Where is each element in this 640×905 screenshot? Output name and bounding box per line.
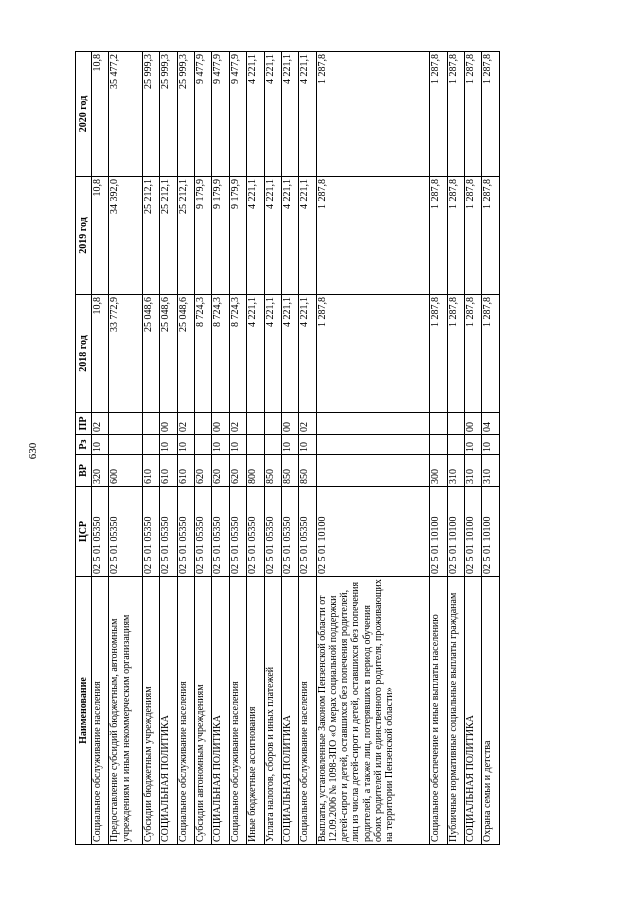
- row-2020-cell: 1 287,8: [447, 52, 464, 177]
- row-pr-cell: 02: [299, 413, 316, 435]
- row-pr-cell: [316, 413, 429, 435]
- table-row: [299, 52, 316, 845]
- row-2020-cell: 1 287,8: [316, 52, 429, 177]
- row-pr-cell: [430, 413, 447, 435]
- row-pr-cell: [264, 413, 281, 435]
- row-name-cell: СОЦИАЛЬНАЯ ПОЛИТИКА: [465, 577, 482, 845]
- row-vr-cell: 850: [299, 455, 316, 487]
- row-csr-cell: 02 5 01 05350: [92, 487, 109, 577]
- row-2020-cell: 4 221,1: [299, 52, 316, 177]
- table-body: [92, 52, 500, 845]
- row-2018-cell: 10,8: [92, 295, 109, 413]
- row-csr-cell: 02 5 01 10100: [316, 487, 429, 577]
- row-rz-cell: 10: [299, 435, 316, 455]
- row-name-cell: Социальное обслуживание населения: [299, 577, 316, 845]
- table-row: [92, 52, 109, 845]
- row-rz-cell: [264, 435, 281, 455]
- row-vr-cell: 610: [160, 455, 177, 487]
- row-rz-cell: 10: [282, 435, 299, 455]
- row-vr-cell: 610: [177, 455, 194, 487]
- row-vr-cell: 800: [247, 455, 264, 487]
- budget-table: [75, 51, 500, 845]
- row-csr-cell: 02 5 01 05350: [160, 487, 177, 577]
- row-pr-cell: [195, 413, 212, 435]
- row-2019-cell: 25 212,1: [177, 177, 194, 295]
- column-header: ЦСР: [76, 487, 92, 577]
- row-name-cell: Социальное обслуживание населения: [177, 577, 194, 845]
- row-2019-cell: 10,8: [92, 177, 109, 295]
- column-header: ВР: [76, 455, 92, 487]
- row-2019-cell: 25 212,1: [142, 177, 159, 295]
- row-2018-cell: 25 048,6: [177, 295, 194, 413]
- row-vr-cell: 620: [195, 455, 212, 487]
- row-csr-cell: 02 5 01 05350: [142, 487, 159, 577]
- row-2018-cell: 25 048,6: [160, 295, 177, 413]
- row-csr-cell: 02 5 01 10100: [430, 487, 447, 577]
- row-vr-cell: 620: [229, 455, 246, 487]
- row-name-cell: СОЦИАЛЬНАЯ ПОЛИТИКА: [160, 577, 177, 845]
- row-vr-cell: 600: [109, 455, 142, 487]
- row-pr-cell: [109, 413, 142, 435]
- table-row: [282, 52, 299, 845]
- row-2020-cell: 1 287,8: [465, 52, 482, 177]
- row-pr-cell: [247, 413, 264, 435]
- row-2018-cell: 8 724,3: [229, 295, 246, 413]
- row-vr-cell: 850: [282, 455, 299, 487]
- row-csr-cell: 02 5 01 05350: [177, 487, 194, 577]
- row-rz-cell: [195, 435, 212, 455]
- row-pr-cell: 00: [212, 413, 229, 435]
- row-rz-cell: 10: [160, 435, 177, 455]
- row-name-cell: Публичные нормативные социальные выплаты гражданам: [447, 577, 464, 845]
- row-csr-cell: 02 5 01 05350: [212, 487, 229, 577]
- row-2020-cell: 9 477,9: [195, 52, 212, 177]
- row-2020-cell: 25 999,3: [142, 52, 159, 177]
- row-rz-cell: 10: [229, 435, 246, 455]
- table-row: [264, 52, 281, 845]
- row-name-cell: Охрана семьи и детства: [482, 577, 500, 845]
- row-2020-cell: 4 221,1: [282, 52, 299, 177]
- row-name-cell: Социальное обслуживание населения: [229, 577, 246, 845]
- row-csr-cell: 02 5 01 05350: [264, 487, 281, 577]
- row-rz-cell: [430, 435, 447, 455]
- table-header-row: [76, 52, 92, 845]
- row-csr-cell: 02 5 01 05350: [109, 487, 142, 577]
- column-header: ПР: [76, 413, 92, 435]
- row-name-cell: СОЦИАЛЬНАЯ ПОЛИТИКА: [282, 577, 299, 845]
- row-2019-cell: 4 221,1: [299, 177, 316, 295]
- table-row: [447, 52, 464, 845]
- row-rz-cell: 10: [177, 435, 194, 455]
- row-2018-cell: 1 287,8: [465, 295, 482, 413]
- row-vr-cell: 310: [447, 455, 464, 487]
- row-csr-cell: 02 5 01 05350: [282, 487, 299, 577]
- row-2020-cell: 4 221,1: [264, 52, 281, 177]
- table-row: [109, 52, 142, 845]
- table-row: [482, 52, 500, 845]
- row-2018-cell: 4 221,1: [282, 295, 299, 413]
- row-vr-cell: 610: [142, 455, 159, 487]
- row-2019-cell: 1 287,8: [447, 177, 464, 295]
- row-2019-cell: 4 221,1: [264, 177, 281, 295]
- row-vr-cell: 300: [430, 455, 447, 487]
- table-row: [465, 52, 482, 845]
- row-2019-cell: 1 287,8: [430, 177, 447, 295]
- row-pr-cell: 00: [160, 413, 177, 435]
- row-name-cell: Субсидии бюджетным учреждениям: [142, 577, 159, 845]
- row-vr-cell: [316, 455, 429, 487]
- row-name-cell: Предоставление субсидий бюджетным, автономным учреждениям и иным некоммерческим организациям: [109, 577, 142, 845]
- column-header: Наименование: [76, 577, 92, 845]
- row-2019-cell: 1 287,8: [465, 177, 482, 295]
- row-2018-cell: 1 287,8: [430, 295, 447, 413]
- row-vr-cell: 310: [482, 455, 500, 487]
- row-csr-cell: 02 5 01 05350: [195, 487, 212, 577]
- table-row: [316, 52, 429, 845]
- table-row: [430, 52, 447, 845]
- table-row: [160, 52, 177, 845]
- row-csr-cell: 02 5 01 05350: [299, 487, 316, 577]
- row-2020-cell: 10,8: [92, 52, 109, 177]
- row-2018-cell: 8 724,3: [195, 295, 212, 413]
- row-pr-cell: 02: [92, 413, 109, 435]
- row-csr-cell: 02 5 01 05350: [247, 487, 264, 577]
- row-name-cell: Уплата налогов, сборов и иных платежей: [264, 577, 281, 845]
- row-rz-cell: [109, 435, 142, 455]
- row-2020-cell: 9 477,9: [229, 52, 246, 177]
- row-rz-cell: 10: [212, 435, 229, 455]
- row-2018-cell: 4 221,1: [299, 295, 316, 413]
- row-2020-cell: 1 287,8: [482, 52, 500, 177]
- row-2019-cell: 9 179,9: [229, 177, 246, 295]
- row-2020-cell: 35 477,2: [109, 52, 142, 177]
- row-2019-cell: 1 287,8: [482, 177, 500, 295]
- column-header: 2020 год: [76, 52, 92, 177]
- row-2019-cell: 9 179,9: [195, 177, 212, 295]
- row-pr-cell: [447, 413, 464, 435]
- row-2019-cell: 4 221,1: [282, 177, 299, 295]
- row-2020-cell: 25 999,3: [177, 52, 194, 177]
- row-rz-cell: 10: [92, 435, 109, 455]
- row-2020-cell: 25 999,3: [160, 52, 177, 177]
- row-pr-cell: 04: [482, 413, 500, 435]
- row-2019-cell: 4 221,1: [247, 177, 264, 295]
- row-name-cell: Социальное обслуживание населения: [92, 577, 109, 845]
- row-pr-cell: 00: [465, 413, 482, 435]
- row-csr-cell: 02 5 01 10100: [447, 487, 464, 577]
- row-2018-cell: 8 724,3: [212, 295, 229, 413]
- table-row: [142, 52, 159, 845]
- row-vr-cell: 320: [92, 455, 109, 487]
- table-row: [177, 52, 194, 845]
- budget-table-rotated: [75, 52, 500, 845]
- table-row: [195, 52, 212, 845]
- row-rz-cell: [316, 435, 429, 455]
- row-csr-cell: 02 5 01 05350: [229, 487, 246, 577]
- row-2018-cell: 1 287,8: [316, 295, 429, 413]
- row-name-cell: Субсидии автономным учреждениям: [195, 577, 212, 845]
- row-2018-cell: 25 048,6: [142, 295, 159, 413]
- table-row: [247, 52, 264, 845]
- table-row: [212, 52, 229, 845]
- row-2019-cell: 25 212,1: [160, 177, 177, 295]
- row-rz-cell: [447, 435, 464, 455]
- row-2020-cell: 4 221,1: [247, 52, 264, 177]
- row-pr-cell: 02: [177, 413, 194, 435]
- column-header: Рз: [76, 435, 92, 455]
- row-rz-cell: 10: [482, 435, 500, 455]
- row-name-cell: Выплаты, установленные Законом Пензенской области от 12.09.2006 № 1098-ЗПО «О мерах социальной поддержки детей-сирот и детей, оставшихся без попечения родителей, лиц из числа детей-сирот и детей, оставшихся без попечения родителей, а также лиц, потерявших в период обучения обоих родителей или единственного родителя, проживающих на территории Пензенской области»: [316, 577, 429, 845]
- row-rz-cell: 10: [465, 435, 482, 455]
- row-2019-cell: 1 287,8: [316, 177, 429, 295]
- row-2018-cell: 4 221,1: [264, 295, 281, 413]
- row-name-cell: Иные бюджетные ассигнования: [247, 577, 264, 845]
- row-rz-cell: [142, 435, 159, 455]
- row-2020-cell: 9 477,9: [212, 52, 229, 177]
- row-vr-cell: 850: [264, 455, 281, 487]
- row-pr-cell: [142, 413, 159, 435]
- row-csr-cell: 02 5 01 10100: [465, 487, 482, 577]
- row-2018-cell: 33 772,9: [109, 295, 142, 413]
- row-pr-cell: 00: [282, 413, 299, 435]
- page-number: 630: [27, 442, 39, 460]
- row-pr-cell: 02: [229, 413, 246, 435]
- row-rz-cell: [247, 435, 264, 455]
- row-2019-cell: 34 392,0: [109, 177, 142, 295]
- row-2020-cell: 1 287,8: [430, 52, 447, 177]
- row-2018-cell: 4 221,1: [247, 295, 264, 413]
- row-vr-cell: 310: [465, 455, 482, 487]
- row-2018-cell: 1 287,8: [447, 295, 464, 413]
- column-header: 2018 год: [76, 295, 92, 413]
- row-vr-cell: 620: [212, 455, 229, 487]
- row-name-cell: Социальное обеспечение и иные выплаты населению: [430, 577, 447, 845]
- row-name-cell: СОЦИАЛЬНАЯ ПОЛИТИКА: [212, 577, 229, 845]
- column-header: 2019 год: [76, 177, 92, 295]
- row-csr-cell: 02 5 01 10100: [482, 487, 500, 577]
- table-row: [229, 52, 246, 845]
- row-2019-cell: 9 179,9: [212, 177, 229, 295]
- row-2018-cell: 1 287,8: [482, 295, 500, 413]
